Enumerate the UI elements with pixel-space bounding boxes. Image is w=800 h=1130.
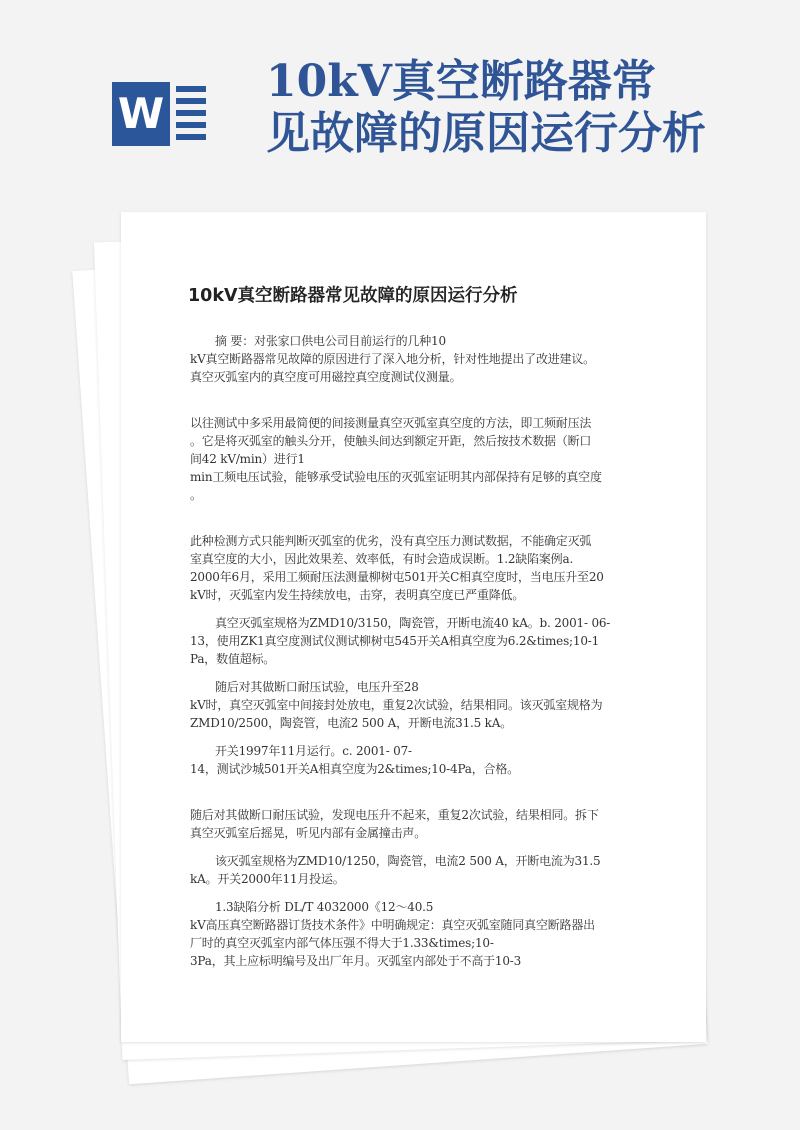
document-title-line-1: 10kV真空断路器常: [266, 56, 656, 107]
text-line: kA。开关2000年11月投运。: [190, 872, 345, 886]
text-line: 14，测试沙城501开关A相真空度为2&times;10-4Pa，合格。: [190, 762, 519, 776]
text-line: 。: [190, 488, 202, 502]
text-line: 2000年6月，采用工频耐压法测量柳树屯501开关C相真空度时，当电压升至20: [190, 570, 604, 584]
text-line: 开关1997年11月运行。c. 2001- 07-: [215, 744, 412, 758]
text-line: 13，使用ZK1真空度测试仪测试柳树屯545开关A相真空度为6.2&times;10-1: [190, 634, 600, 648]
text-line: 以往测试中多采用最简便的间接测量真空灭弧室真空度的方法，即工频耐压法: [190, 416, 592, 430]
text-line: 真空灭弧室内的真空度可用磁控真空度测试仪测量。: [190, 370, 462, 384]
document-title-line-2: 见故障的原因运行分析: [266, 108, 706, 159]
text-line: Pa，数值超标。: [190, 652, 276, 666]
text-line: 摘 要：对张家口供电公司目前运行的几种10: [215, 334, 446, 348]
text-line: 3Pa，其上应标明编号及出厂年月。灭弧室内部处于不高于10-3: [190, 954, 522, 968]
word-letter-badge: W: [112, 82, 170, 146]
text-line: 真空灭弧室规格为ZMD10/3150，陶瓷管，开断电流40 kA。b. 2001- 06-: [215, 616, 611, 630]
text-line: 。它是将灭弧室的触头分开，使触头间达到额定开距，然后按技术数据（断口: [190, 434, 592, 448]
word-doc-icon: [112, 72, 212, 156]
text-line: kV时，灭弧室内发生持续放电，击穿，表明真空度已严重降低。: [190, 588, 525, 602]
text-line: 真空灭弧室后摇晃，听见内部有金属撞击声。: [190, 826, 427, 840]
text-line: ZMD10/2500，陶瓷管，电流2 500 A，开断电流31.5 kA。: [190, 716, 513, 730]
text-line: 该灭弧室规格为ZMD10/1250，陶瓷管，电流2 500 A，开断电流为31.5: [215, 854, 601, 868]
document-title: [266, 56, 766, 160]
text-line: 1.3缺陷分析 DL/T 4032000《12～40.5: [215, 900, 434, 914]
text-line: kV时，真空灭弧室中间接封处放电，重复2次试验，结果相同。该灭弧室规格为: [190, 698, 603, 712]
text-line: 厂时的真空灭弧室内部气体压强不得大于1.33&times;10-: [190, 936, 494, 950]
text-line: min工频电压试验，能够承受试验电压的灭弧室证明其内部保持有足够的真空度: [190, 470, 602, 484]
text-line: 随后对其做断口耐压试验，电压升至28: [215, 680, 419, 694]
text-line: kV高压真空断路器订货技术条件》中明确规定：真空灭弧室随同真空断路器出: [190, 918, 595, 932]
text-line: 间42 kV/min）进行1: [190, 452, 305, 466]
text-line: 随后对其做断口耐压试验，发现电压升不起来，重复2次试验，结果相同。拆下: [190, 808, 599, 822]
text-line: kV真空断路器常见故障的原因进行了深入地分析，针对性地提出了改进建议。: [190, 352, 595, 366]
page-heading: 10kV真空断路器常见故障的原因运行分析: [188, 286, 518, 306]
text-line: 室真空度的大小，因此效果差、效率低，有时会造成误断。1.2缺陷案例a.: [190, 552, 574, 566]
text-line: 此种检测方式只能判断灭弧室的优劣，没有真空压力测试数据，不能确定灭弧: [190, 534, 592, 548]
